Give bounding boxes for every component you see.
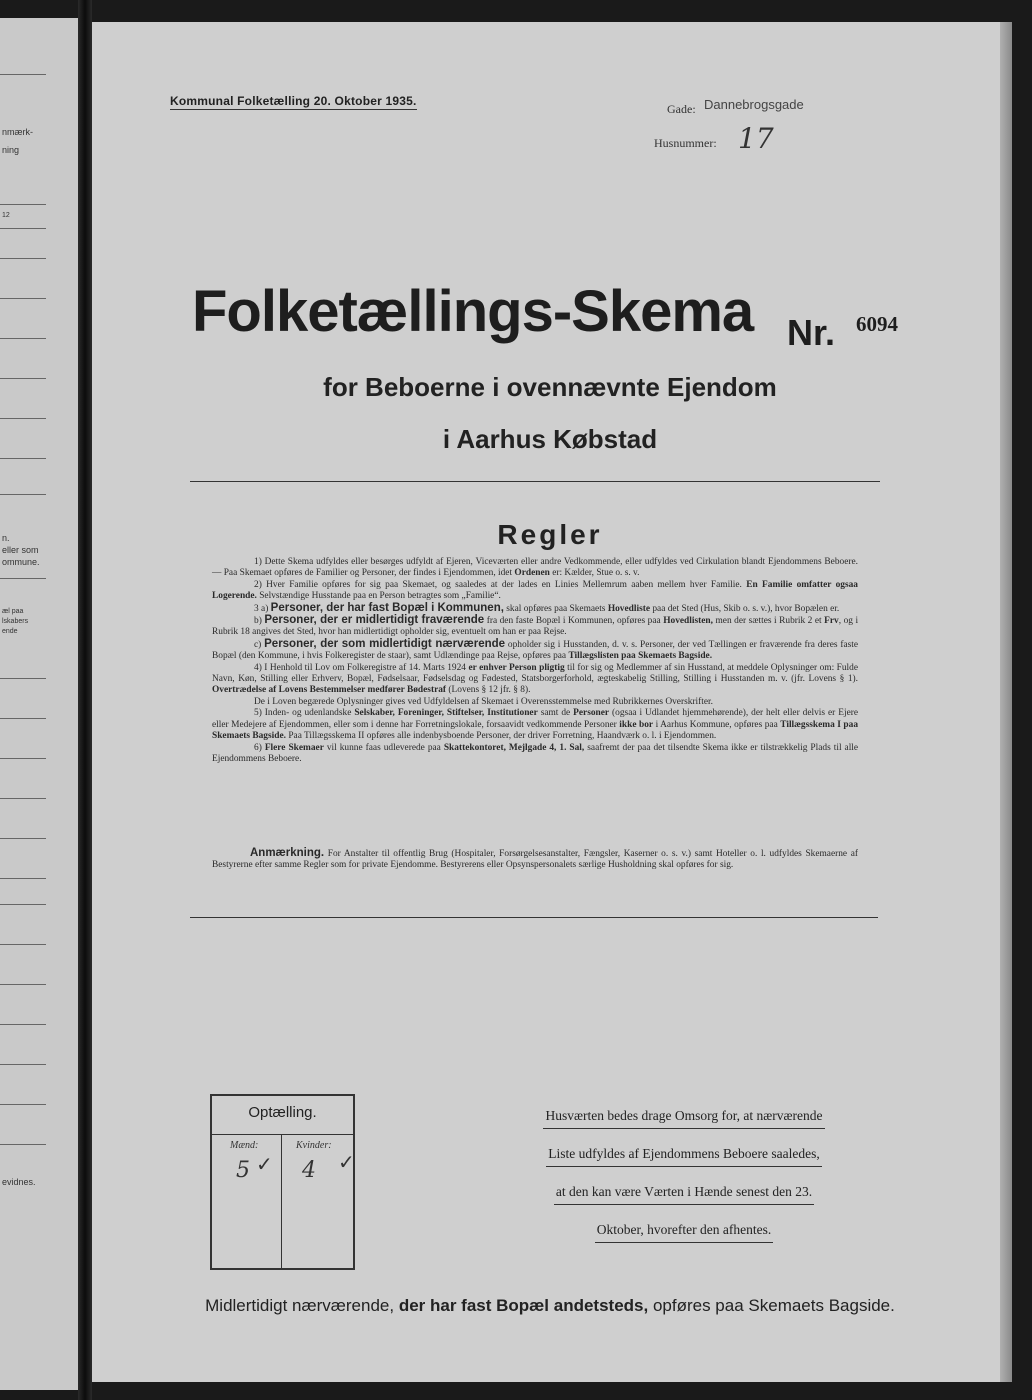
left-page-text: ommune. [2,557,40,567]
count-title: Optælling. [248,1104,317,1121]
gade-label: Gade: [667,102,696,116]
rule-3a: 3 a) Personer, der har fast Bopæl i Kommunen, skal opføres paa Skemaets Hovedliste paa det Sted (Hus, Skib o. s. v.), hvor Bopælen er. [254,601,840,614]
rule-4b: De i Loven begærede Oplysninger gives ved Udfyldelsen af Skemaet i Overensstemmelse med Rubrikkernes Overskrifter. [254,696,713,707]
left-page-fragment [0,18,78,1390]
left-page-text: evidnes. [2,1177,36,1187]
ruled-line [0,1024,46,1025]
form-title: Folketællings-Skema [192,279,754,344]
ruled-line [0,838,46,839]
notice-line: at den kan være Værten i Hænde senest den 23. [554,1182,814,1205]
left-page-text: ende [2,628,18,635]
ruled-line [0,944,46,945]
ruled-line [0,258,46,259]
divider [190,481,880,482]
rule-1: 1) Dette Skema udfyldes eller besørges udfyldt af Ejeren, Viceværten eller andre Vedkommende, eller udfyldes ved Cirkulation blandt Ejendommens Beboere. — Paa Skemaet opføres de Familier og Personer, der findes i Ejendommen, idet Ordenen er: Kælder, Stue o. s. v. [212,557,858,579]
ruled-line [0,338,46,339]
ruled-line [0,228,46,229]
gade-value: Dannebrogsgade [704,97,804,112]
ruled-line [0,494,46,495]
ruled-line [0,378,46,379]
ruled-line [0,798,46,799]
form-location: i Aarhus Købstad [442,424,658,454]
ruled-line [0,458,46,459]
left-page-text: lskabers [2,618,29,625]
book-gutter [78,0,92,1400]
notice-line: Husværten bedes drage Omsorg for, at nærværende [543,1106,824,1129]
checkmark-icon: ✓ [256,1152,273,1176]
ruled-line [0,418,46,419]
census-form-page [92,22,1008,1382]
ruled-line [0,298,46,299]
ruled-line [0,678,46,679]
count-divider [212,1134,353,1135]
ruled-line [0,904,46,905]
anmaerkning [212,848,858,872]
form-subtitle: for Beboerne i ovennævnte Ejendom [323,372,777,402]
ruled-line [0,1064,46,1065]
maend-label: Mænd: [230,1140,259,1151]
rules-body [212,557,858,765]
ruled-line [0,758,46,759]
count-column-divider [281,1134,282,1268]
husnummer-value: 17 [738,122,774,155]
ruled-line [0,718,46,719]
notice-line: Liste udfyldes af Ejendommens Beboere saaledes, [546,1144,821,1167]
rule-3b: b) Personer, der er midlertidigt fraværende fra den faste Bopæl i Kommunen, opføres paa Hovedlisten, men der sættes i Rubrik 2 et Frv, og i Rubrik 18 angives det Sted, hvor han midlertidigt opholder sig, eventuelt om han er paa Rejse. [212,614,859,638]
ruled-line [0,74,46,75]
count-box [210,1094,355,1270]
census-title: Kommunal Folketælling 20. Oktober 1935. [170,94,417,108]
page-edge [1000,22,1012,1382]
ruled-line [0,984,46,985]
rule-3c: c) Personer, der som midlertidigt nærværende opholder sig i Husstanden, d. v. s. Personer, der ved Tællingen er fraværende fra deres faste Bopæl (den Kommune, i hvis Folkeregister de staar), samt Udlændinge paa Rejse, opføres paa Tillægslisten paa Skemaets Bagside. [212,637,859,662]
form-number: 6094 [856,312,898,336]
ruled-line [0,1144,46,1145]
form-nr-label: Nr. [787,312,836,353]
checkmark-icon: ✓ [338,1150,355,1174]
left-page-text: nmærk- [2,127,33,137]
maend-value: 5 [236,1158,250,1183]
footer-note: Midlertidigt nærværende, der har fast Bopæl andetsteds, opføres paa Skemaets Bagside. [205,1296,895,1315]
husnummer-label: Husnummer: [654,136,717,150]
kvinder-label: Kvinder: [296,1140,332,1151]
rule-2: 2) Hver Familie opføres for sig paa Skemaet, og saaledes at der lades en Linies Mellemrum aaben mellem hver Familie. En Familie omfatter ogsaa Logerende. Selvstændige Husstande paa en Person betragtes som „Familie“. [212,579,858,602]
landlord-notice [504,1106,864,1258]
rule-5: 5) Inden- og udenlandske Selskaber, Foreninger, Stiftelser, Institutioner samt de Personer (ogsaa i Udlandet hjemmehørende), der helt eller delvis er Ejere eller Medejere af Ejendommen, eller som i denne har Forretningslokale, forsaavidt vedkommende Personer ikke bor i Aarhus Kommune, opføres paa Tillægsskema I paa Skemaets Bagside. Paa Tillægsskema II opføres alle indenbysboende Personer, der driver Forretning, Haandværk o. l. i Ejendommen. [212,708,859,742]
left-page-text: eller som [2,545,39,555]
rule-4: 4) I Henhold til Lov om Folkeregistre af 14. Marts 1924 er enhver Person pligtig til for sig og Medlemmer af sin Husstand, at meddele Oplysninger om: Fulde Navn, Køn, Stilling eller Erhverv, Bopæl, Fødselsaar, Fødselsdag og Fødested, Statsborgerforhold, ægteskabelig Stilling, Stilling i Husstanden m. v. (jfr. Lovens § 1). Overtrædelse af Lovens Bestemmelser medfører Bødestraf (Lovens § 12 jfr. § 8). [212,662,859,696]
ruled-line [0,878,46,879]
left-page-text: n. [2,533,10,543]
anmaerkning-label: Anmærkning. [250,847,325,859]
ruled-line [0,204,46,205]
anmaerkning-text: For Anstalter til offentlig Brug (Hospitaler, Forsørgelsesanstalter, Fængsler, Kaserner o. s. v.) samt Hoteller o. l. udfyldes Skemaerne af Bestyrerne efter samme Regler som for private Ejendomme. Bestyrerens eller Opsynspersonalets særlige Husholdning skal opføres for sig. [212,849,858,871]
rule-6: 6) Flere Skemaer vil kunne faas udleverede paa Skattekontoret, Mejlgade 4, 1. Sal, saafremt der paa det tilsendte Skema ikke er tilstrækkelig Plads til alle Ejendommens Beboere. [212,742,859,764]
divider [190,917,878,918]
ruled-line [0,1104,46,1105]
ruled-line [0,578,46,579]
notice-line: Oktober, hvorefter den afhentes. [595,1220,774,1243]
left-page-text: 12 [2,212,10,219]
rules-heading: Regler [497,519,603,550]
left-page-text: æl paa [2,608,24,615]
left-page-text: ning [2,145,20,155]
kvinder-value: 4 [302,1158,316,1183]
